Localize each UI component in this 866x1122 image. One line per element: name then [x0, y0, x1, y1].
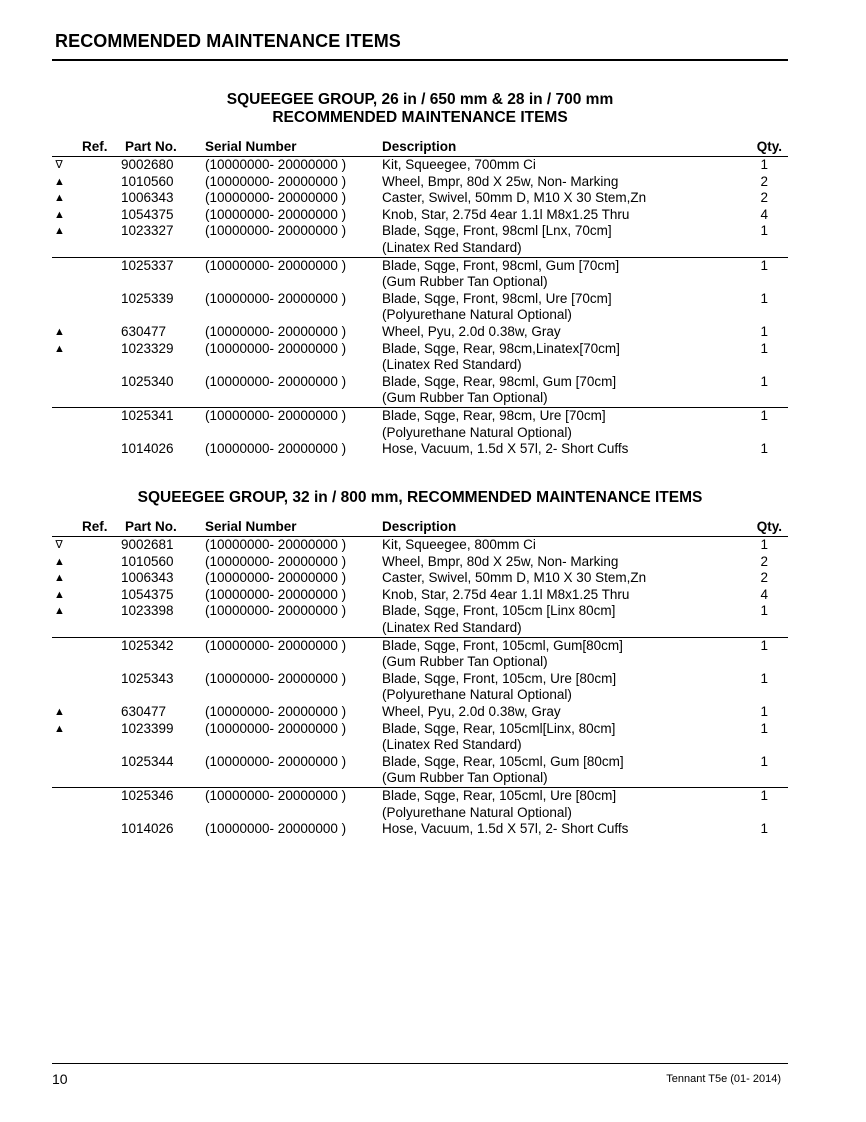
description [382, 638, 623, 671]
group-title-1-line2: RECOMMENDED MAINTENANCE ITEMS [272, 109, 568, 126]
group-title-1-line1: SQUEEGEE GROUP, 26 in / 650 mm & 28 in / 700 mm [226, 91, 614, 108]
description [382, 587, 629, 604]
serial-number: (10000000- 20000000 ) [205, 753, 347, 769]
part-number: 9002681 [121, 537, 174, 552]
maintenance-item-icon: ▲ [54, 342, 65, 355]
description-line: (Linatex Red Standard) [382, 737, 522, 753]
description-line: Blade, Sqge, Rear, 98cm,Linatex[70cm] [382, 340, 620, 356]
part-number: 1023329 [121, 340, 174, 356]
table-row [52, 537, 788, 554]
description-line: Blade, Sqge, Front, 98cml, Gum [70cm] [382, 257, 620, 273]
table-row [52, 671, 788, 704]
maintenance-item-icon: ▲ [54, 225, 65, 238]
description-line: Hose, Vacuum, 1.5d X 57l, 2- Short Cuffs [382, 821, 629, 837]
description-line: Knob, Star, 2.75d 4ear 1.1l M8x1.25 Thru [382, 206, 630, 222]
description [382, 291, 612, 324]
part-number: 1025337 [121, 257, 174, 273]
serial-number: (10000000- 20000000 ) [205, 323, 347, 339]
serial-number: (10000000- 20000000 ) [205, 670, 347, 686]
serial-number: (10000000- 20000000 ) [205, 586, 347, 602]
table-row [52, 787, 788, 821]
page-title: RECOMMENDED MAINTENANCE ITEMS [55, 31, 401, 51]
col-qty: Qty. [756, 519, 782, 534]
serial-number: (10000000- 20000000 ) [205, 720, 347, 736]
description [382, 570, 646, 587]
table-row [52, 324, 788, 341]
part-number: 1025342 [121, 637, 174, 653]
serial-number: (10000000- 20000000 ) [205, 703, 347, 719]
description-line: (Gum Rubber Tan Optional) [382, 390, 548, 406]
part-number: 1023327 [121, 223, 174, 239]
description-line: Blade, Sqge, Front, 105cml, Gum[80cm] [382, 637, 623, 653]
serial-number: (10000000- 20000000 ) [205, 603, 347, 619]
table-header [52, 519, 788, 537]
description-line: Blade, Sqge, Rear, 105cml[Linx, 80cm] [382, 720, 616, 736]
col-desc: Description [382, 139, 457, 154]
description-line: Knob, Star, 2.75d 4ear 1.1l M8x1.25 Thru [382, 586, 630, 602]
description-line: (Gum Rubber Tan Optional) [382, 654, 548, 670]
serial-number: (10000000- 20000000 ) [205, 157, 347, 172]
table-row [52, 207, 788, 224]
maintenance-item-icon: ▲ [54, 208, 65, 221]
quantity: 1 [760, 670, 768, 686]
col-ref: Ref. [82, 519, 108, 534]
description-line: Wheel, Bmpr, 80d X 25w, Non- Marking [382, 553, 619, 569]
serial-number: (10000000- 20000000 ) [205, 637, 347, 653]
description [382, 190, 646, 207]
part-number: 1054375 [121, 206, 174, 222]
description [382, 408, 606, 441]
table-row [52, 587, 788, 604]
quantity: 1 [760, 787, 768, 803]
quantity: 1 [760, 373, 768, 389]
part-number: 1025344 [121, 753, 174, 769]
description [382, 174, 618, 191]
part-number: 1010560 [121, 553, 174, 569]
serial-number: (10000000- 20000000 ) [205, 173, 347, 189]
description-line: (Gum Rubber Tan Optional) [382, 274, 548, 290]
table-row [52, 603, 788, 636]
quantity: 1 [760, 157, 768, 172]
quantity: 1 [760, 537, 768, 552]
table-row [52, 704, 788, 721]
quantity: 1 [760, 603, 768, 619]
description-line: (Polyurethane Natural Optional) [382, 424, 572, 440]
maintenance-item-icon: ▲ [54, 572, 65, 585]
description-line: Wheel, Pyu, 2.0d 0.38w, Gray [382, 703, 561, 719]
description-line: (Polyurethane Natural Optional) [382, 804, 572, 820]
part-number: 1025346 [121, 787, 174, 803]
maintenance-item-icon: ▲ [54, 722, 65, 735]
description-line: (Linatex Red Standard) [382, 619, 522, 635]
description-line: Kit, Squeegee, 800mm Ci [382, 537, 536, 552]
serial-number: (10000000- 20000000 ) [205, 553, 347, 569]
maintenance-item-icon: ▲ [54, 325, 65, 338]
group-title-2 [52, 489, 788, 507]
parts-table-2 [52, 519, 788, 838]
description-line: Caster, Swivel, 50mm D, M10 X 30 Stem,Zn [382, 570, 647, 586]
maintenance-item-icon: ▲ [54, 705, 65, 718]
table-row [52, 441, 788, 458]
table-row [52, 721, 788, 754]
table-row [52, 257, 788, 291]
description-line: Wheel, Bmpr, 80d X 25w, Non- Marking [382, 173, 619, 189]
description [382, 704, 561, 721]
table-row [52, 174, 788, 191]
description [382, 537, 536, 554]
description [382, 603, 615, 636]
table-row [52, 554, 788, 571]
bottom-rule [52, 1063, 788, 1064]
serial-number: (10000000- 20000000 ) [205, 821, 347, 837]
description-line: Blade, Sqge, Rear, 105cml, Gum [80cm] [382, 753, 624, 769]
quantity: 1 [760, 407, 768, 423]
serial-number: (10000000- 20000000 ) [205, 257, 347, 273]
serial-number: (10000000- 20000000 ) [205, 290, 347, 306]
description [382, 341, 620, 374]
quantity: 1 [760, 720, 768, 736]
description [382, 207, 629, 224]
quantity: 1 [760, 223, 768, 239]
description-line: Hose, Vacuum, 1.5d X 57l, 2- Short Cuffs [382, 441, 629, 457]
serial-number: (10000000- 20000000 ) [205, 373, 347, 389]
part-number: 9002680 [121, 157, 174, 172]
table-row [52, 637, 788, 671]
quantity: 1 [760, 753, 768, 769]
maintenance-item-icon: ▲ [54, 192, 65, 205]
part-number: 1025340 [121, 373, 174, 389]
description-line: Blade, Sqge, Front, 98cml, Ure [70cm] [382, 290, 612, 306]
description [382, 258, 619, 291]
part-number: 630477 [121, 323, 167, 339]
col-part: Part No. [125, 139, 177, 154]
maintenance-item-icon: ▲ [54, 555, 65, 568]
part-number: 1014026 [121, 821, 174, 837]
description-line: Blade, Sqge, Front, 105cm, Ure [80cm] [382, 670, 617, 686]
description-line: (Polyurethane Natural Optional) [382, 307, 572, 323]
description-line: Blade, Sqge, Rear, 105cml, Ure [80cm] [382, 787, 617, 803]
table-row [52, 223, 788, 256]
table-row [52, 407, 788, 441]
table-row [52, 341, 788, 374]
quantity: 4 [760, 206, 768, 222]
description [382, 441, 628, 458]
part-number: 1023398 [121, 603, 174, 619]
description-line: Blade, Sqge, Rear, 98cm, Ure [70cm] [382, 407, 606, 423]
description-line: Blade, Sqge, Front, 105cm [Linx 80cm] [382, 603, 616, 619]
kit-symbol-icon: ∇ [55, 159, 63, 171]
maintenance-item-icon: ▲ [54, 588, 65, 601]
serial-number: (10000000- 20000000 ) [205, 570, 347, 586]
description-line: (Polyurethane Natural Optional) [382, 687, 572, 703]
page-number: 10 [52, 1071, 68, 1087]
table-row [52, 291, 788, 324]
serial-number: (10000000- 20000000 ) [205, 190, 347, 206]
col-serial: Serial Number [205, 519, 297, 534]
table-row [52, 374, 788, 407]
group-title-1 [52, 91, 788, 127]
serial-number: (10000000- 20000000 ) [205, 206, 347, 222]
document-id: Tennant T5e (01- 2014) [666, 1073, 781, 1085]
description-line: Caster, Swivel, 50mm D, M10 X 30 Stem,Zn [382, 190, 647, 206]
col-desc: Description [382, 519, 457, 534]
table-row [52, 821, 788, 838]
maintenance-item-icon: ▲ [54, 175, 65, 188]
description [382, 721, 615, 754]
col-ref: Ref. [82, 139, 108, 154]
table-row [52, 157, 788, 174]
description-line: Blade, Sqge, Rear, 98cml, Gum [70cm] [382, 373, 617, 389]
part-number: 1023399 [121, 720, 174, 736]
serial-number: (10000000- 20000000 ) [205, 223, 347, 239]
part-number: 630477 [121, 703, 167, 719]
quantity: 1 [760, 323, 768, 339]
part-number: 1014026 [121, 441, 174, 457]
description [382, 788, 616, 821]
quantity: 1 [760, 441, 768, 457]
description [382, 324, 561, 341]
part-number: 1025341 [121, 407, 174, 423]
description-line: (Linatex Red Standard) [382, 239, 522, 255]
col-qty: Qty. [756, 139, 782, 154]
table-row [52, 754, 788, 787]
parts-table-1 [52, 139, 788, 458]
description [382, 157, 536, 174]
quantity: 2 [760, 570, 768, 586]
quantity: 1 [760, 821, 768, 837]
description [382, 754, 624, 787]
group-title-2-line1: SQUEEGEE GROUP, 32 in / 800 mm, RECOMMENDED MAINTENANCE ITEMS [137, 489, 703, 506]
top-rule [52, 59, 788, 61]
description-line: Wheel, Pyu, 2.0d 0.38w, Gray [382, 323, 561, 339]
quantity: 2 [760, 173, 768, 189]
description-line: (Linatex Red Standard) [382, 357, 522, 373]
serial-number: (10000000- 20000000 ) [205, 441, 347, 457]
description-line: Blade, Sqge, Front, 98cml [Lnx, 70cm] [382, 223, 612, 239]
description [382, 223, 612, 256]
table-row [52, 570, 788, 587]
quantity: 4 [760, 586, 768, 602]
part-number: 1006343 [121, 570, 174, 586]
serial-number: (10000000- 20000000 ) [205, 537, 347, 552]
quantity: 1 [760, 257, 768, 273]
quantity: 2 [760, 553, 768, 569]
quantity: 1 [760, 637, 768, 653]
part-number: 1010560 [121, 173, 174, 189]
part-number: 1006343 [121, 190, 174, 206]
quantity: 1 [760, 340, 768, 356]
maintenance-item-icon: ▲ [54, 605, 65, 618]
col-serial: Serial Number [205, 139, 297, 154]
part-number: 1025343 [121, 670, 174, 686]
kit-symbol-icon: ∇ [55, 539, 63, 551]
description-line: (Gum Rubber Tan Optional) [382, 770, 548, 786]
description [382, 554, 618, 571]
col-part: Part No. [125, 519, 177, 534]
part-number: 1025339 [121, 290, 174, 306]
description [382, 821, 628, 838]
table-row [52, 190, 788, 207]
serial-number: (10000000- 20000000 ) [205, 340, 347, 356]
description [382, 671, 616, 704]
quantity: 1 [760, 290, 768, 306]
description-line: Kit, Squeegee, 700mm Ci [382, 157, 536, 172]
serial-number: (10000000- 20000000 ) [205, 407, 347, 423]
quantity: 1 [760, 703, 768, 719]
table-header [52, 139, 788, 157]
serial-number: (10000000- 20000000 ) [205, 787, 347, 803]
quantity: 2 [760, 190, 768, 206]
description [382, 374, 616, 407]
part-number: 1054375 [121, 586, 174, 602]
